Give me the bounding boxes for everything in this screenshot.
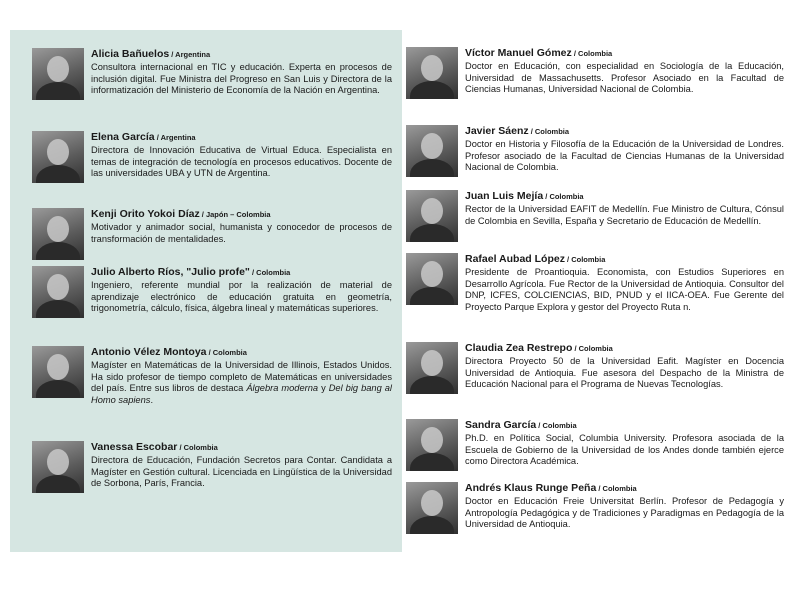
speaker-name: Claudia Zea Restrepo: [465, 342, 573, 354]
speaker-name: Elena García: [91, 131, 155, 143]
portrait-photo: [32, 441, 84, 493]
speaker-country: / Colombia: [177, 443, 218, 452]
speaker-country: / Argentina: [169, 50, 211, 59]
portrait-photo: [32, 48, 84, 100]
speaker-bio: Doctor en Educación, con especialidad en Sociología de la Educación, Universidad de Massachusetts. Profesor Asociado en la Facultad de Ciencias Humanas, Universidad Nacional de Colombia.: [465, 61, 784, 95]
speaker-name: Antonio Vélez Montoya: [91, 346, 207, 358]
speaker-name: Sandra García: [465, 419, 537, 431]
book-title: Del big bang al Homo sapiens: [91, 383, 392, 405]
speaker-country: / Colombia: [564, 255, 606, 264]
speaker-bio: Doctor en Historia y Filosofía de la Educación de la Universidad de Londres. Profesor asociado de la Facultad de Ciencias Humanas de la Universidad Nacional de Colombia.: [465, 139, 784, 173]
speaker-bio: Directora de Innovación Educativa de Virtual Educa. Especialista en temas de integración de tecnología en procesos educativos. Docente de las universidades UBA y UTN de Argentina.: [91, 145, 392, 179]
speaker-bio: Doctor en Educación Freie Universitat Berlín. Profesor de Pedagogía y Antropología Pedagógica y de Tradiciones y Paradigmas en Pedagogía de la Universidad de Antioquia.: [465, 496, 784, 530]
speaker-bio: Presidente de Proantioquia. Economista, con Estudios Superiores en Desarrollo Agrícola. Fue Rector de la Universidad de Antioquia. Consultor del DNP, ICFES, COLCIENCIAS, BID, PNUD y el IICA-OEA. Fue Gerente del Proyecto Parque Explora y gestor del Proyecto Ruta n.: [465, 267, 784, 312]
portrait-photo: [406, 47, 458, 99]
speaker-entry: [32, 346, 392, 406]
speaker-entry: [406, 190, 784, 242]
speaker-name: Julio Alberto Ríos, "Julio profe": [91, 266, 250, 278]
speaker-country: / Colombia: [543, 192, 584, 201]
speaker-bio: Consultora internacional en TIC y educación. Experta en procesos de inclusión digital. Fue Ministra del Progreso en San Luis y Directora de la informatización del Ministerio de Economía de la Nación en Argentina.: [91, 62, 392, 96]
portrait-photo: [32, 266, 84, 318]
portrait-photo: [32, 131, 84, 183]
speaker-country: / Japón – Colombia: [199, 210, 271, 219]
speaker-entry: [406, 482, 784, 534]
speaker-entry: [406, 342, 784, 394]
speaker-country: / Colombia: [572, 344, 613, 353]
speaker-bio: Ph.D. en Política Social, Columbia University. Profesora asociada de la Escuela de Gobierno de la Universidad de los Andes donde también ejerce como Directora Académica.: [465, 433, 784, 467]
speaker-name: Kenji Orito Yokoi Díaz: [91, 208, 200, 220]
portrait-photo: [406, 253, 458, 305]
speaker-bio: Ingeniero, referente mundial por la realización de material de aprendizaje electrónico de educación gratuita en geometría, trigonometría, cálculo, física, álgebra lineal y matemáticas superiores.: [91, 280, 392, 314]
speaker-entry: [32, 208, 392, 260]
bio-text: .: [150, 394, 154, 405]
speaker-name: Juan Luis Mejía: [465, 190, 544, 202]
speaker-entry: [406, 253, 784, 313]
speaker-country: / Colombia: [528, 127, 570, 136]
speaker-name: Rafael Aubad López: [465, 253, 565, 265]
speaker-entry: [32, 48, 392, 100]
bio-text: y: [318, 383, 329, 394]
speaker-name: Javier Sáenz: [465, 125, 529, 137]
speaker-entry: [406, 419, 784, 471]
speaker-entry: [32, 266, 392, 318]
speaker-name: Alicia Bañuelos: [91, 48, 170, 60]
speaker-country: / Colombia: [249, 268, 291, 277]
speaker-entry: [32, 131, 392, 183]
speaker-country: / Colombia: [206, 348, 247, 357]
speaker-name: Víctor Manuel Gómez: [465, 47, 572, 59]
speaker-bio: [91, 360, 392, 406]
speaker-entry: [406, 125, 784, 177]
speaker-country: / Argentina: [154, 133, 196, 142]
speaker-bio: Directora Proyecto 50 de la Universidad Eafit. Magíster en Docencia Universidad de Antioquia. Fue asesora del Despacho de la Ministra de Educación Nacional para el Programa de Nuevas Tecnologías.: [465, 356, 784, 390]
bio-text: Magíster en Matemáticas de la Universidad de Illinois, Estados Unidos. Ha sido profesor de tiempo completo de Matemáticas en universidades del país. Entre sus libros de destaca: [91, 360, 392, 394]
speaker-country: / Colombia: [596, 484, 637, 493]
portrait-photo: [32, 346, 84, 398]
speaker-country: / Colombia: [571, 49, 613, 58]
speaker-bio: Directora de Educación, Fundación Secretos para Contar. Candidata a Magíster en Gestión cultural. Licenciada en Lingüística de la Universidad de Sorbona, París, Francia.: [91, 455, 392, 489]
speaker-name: Andrés Klaus Runge Peña: [465, 482, 597, 494]
portrait-photo: [406, 342, 458, 394]
portrait-photo: [406, 419, 458, 471]
book-title: Álgebra moderna: [246, 383, 319, 394]
portrait-photo: [406, 482, 458, 534]
speaker-entry: [406, 47, 784, 99]
speaker-name: Vanessa Escobar: [91, 441, 178, 453]
speaker-entry: [32, 441, 392, 493]
speaker-bio: Motivador y animador social, humanista y conocedor de procesos de transformación de mentalidades.: [91, 222, 392, 244]
speaker-country: / Colombia: [536, 421, 577, 430]
portrait-photo: [32, 208, 84, 260]
portrait-photo: [406, 190, 458, 242]
speaker-bio: Rector de la Universidad EAFIT de Medellín. Fue Ministro de Cultura, Cónsul de Colombia en Sevilla, España y Secretario de Educación de Medellín.: [465, 204, 784, 226]
portrait-photo: [406, 125, 458, 177]
